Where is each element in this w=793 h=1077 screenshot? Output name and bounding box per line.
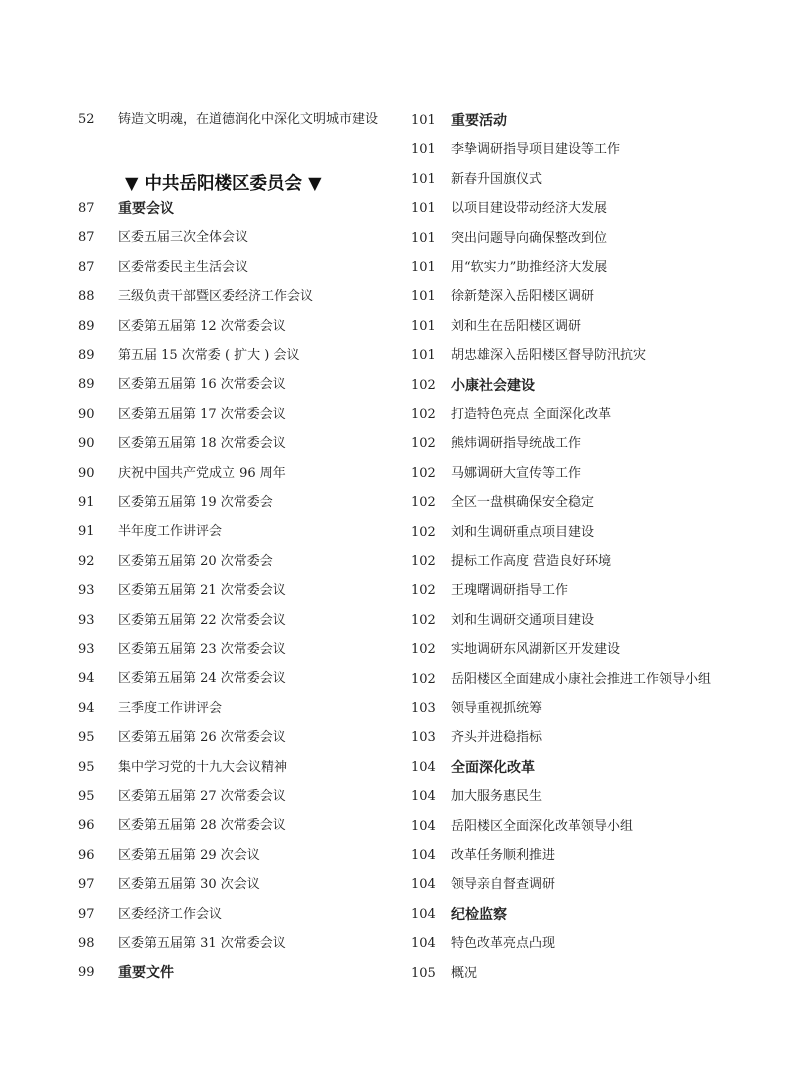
entry-title: 区委第五届第 17 次常委会议 <box>118 406 286 422</box>
entry-title: 半年度工作讲评会 <box>118 524 223 540</box>
page-number: 105 <box>411 965 436 981</box>
page-number: 101 <box>411 289 436 305</box>
entry-title: 区委第五届第 16 次常委会议 <box>118 377 286 393</box>
page-number: 102 <box>411 612 436 628</box>
page-number: 52 <box>78 112 95 127</box>
entry-title: 第五届 15 次常委 ( 扩大 ) 会议 <box>118 348 300 363</box>
entry-title: 三季度工作讲评会 <box>118 700 223 716</box>
entry-title: 区委第五届第 20 次常委会 <box>118 553 273 569</box>
page-number: 102 <box>411 642 436 658</box>
entry-title: 熊炜调研指导统战工作 <box>451 436 582 452</box>
page-number: 87 <box>78 259 95 275</box>
entry-title: 以项目建设带动经济大发展 <box>451 201 608 217</box>
entry-title: 全区一盘棋确保安全稳定 <box>451 495 595 511</box>
entry-title: 刘和生在岳阳楼区调研 <box>451 318 582 334</box>
entry-title: 区委第五届第 23 次常委会议 <box>118 642 286 657</box>
page-number: 104 <box>411 906 436 922</box>
page-number: 87 <box>78 230 95 246</box>
page-number: 103 <box>411 730 436 746</box>
page-number: 101 <box>411 201 436 217</box>
entry-title: 打造特色亮点 全面深化改革 <box>451 407 612 422</box>
entry-title: 区委五届三次全体会议 <box>118 230 249 246</box>
entry-title: 区委第五届第 27 次常委会议 <box>118 789 286 804</box>
page-number: 101 <box>411 318 436 334</box>
page-number: 92 <box>78 553 95 569</box>
entry-title: 王瑰曙调研指导工作 <box>451 583 569 599</box>
entry-title: 领导亲自督查调研 <box>451 877 556 893</box>
page-number: 102 <box>411 495 436 511</box>
page-number: 89 <box>78 318 95 334</box>
entry-title: 齐头并进稳指标 <box>451 730 543 746</box>
page-number: 96 <box>78 847 95 863</box>
page-number: 90 <box>78 406 95 422</box>
page-number: 89 <box>78 348 95 363</box>
entry-title: 改革任务顺利推进 <box>451 848 556 863</box>
page-number: 88 <box>78 289 95 305</box>
page-number: 95 <box>78 789 95 804</box>
entry-title: 徐新楚深入岳阳楼区调研 <box>451 289 595 305</box>
page-number: 97 <box>78 906 95 922</box>
entry-title: 集中学习党的十九大会议精神 <box>118 759 288 775</box>
page-number: 101 <box>411 171 436 187</box>
entry-title: 区委常委民主生活会议 <box>118 259 249 275</box>
entry-title: 区委第五届第 24 次常委会议 <box>118 671 286 687</box>
entry-title: 区委经济工作会议 <box>118 906 223 922</box>
entry-title: 区委第五届第 31 次常委会议 <box>118 936 286 951</box>
entry-title: 区委第五届第 28 次常委会议 <box>118 818 286 834</box>
entry-title: 区委第五届第 29 次会议 <box>118 847 260 863</box>
page-number: 94 <box>78 671 95 687</box>
page-number: 104 <box>411 877 436 893</box>
page-number: 101 <box>411 142 436 158</box>
page-number: 97 <box>78 877 95 893</box>
page-number: 89 <box>78 377 95 393</box>
page-number: 93 <box>78 642 95 657</box>
entry-title: 突出问题导向确保整改到位 <box>451 230 608 246</box>
page-number: 98 <box>78 936 95 951</box>
page-number: 90 <box>78 465 95 481</box>
entry-title: 李挚调研指导项目建设等工作 <box>451 142 621 158</box>
page-number: 96 <box>78 818 95 834</box>
heading-title: 重要活动 <box>451 113 507 129</box>
page-number: 101 <box>411 230 436 246</box>
entry-title: 区委第五届第 22 次常委会议 <box>118 612 286 628</box>
entry-title: 刘和生调研交通项目建设 <box>451 612 595 628</box>
entry-title: 提标工作高度 营造良好环境 <box>451 554 612 569</box>
page-number: 101 <box>411 260 436 275</box>
page-number: 94 <box>78 700 95 716</box>
page-number: 102 <box>411 465 436 481</box>
entry-title: 区委第五届第 30 次会议 <box>118 877 260 893</box>
page-number: 104 <box>411 848 436 863</box>
page-number: 104 <box>411 789 436 805</box>
heading-title: 纪检监察 <box>451 906 507 923</box>
heading-title: 全面深化改革 <box>451 759 535 776</box>
page-number: 101 <box>411 348 436 364</box>
entry-title: 胡忠雄深入岳阳楼区督导防汛抗灾 <box>451 348 647 364</box>
entry-title: 岳阳楼区全面深化改革领导小组 <box>451 818 634 834</box>
page-number: 102 <box>411 583 436 599</box>
page-number: 95 <box>78 759 95 775</box>
page-number: 102 <box>411 377 436 393</box>
page-number: 87 <box>78 201 95 216</box>
entry-title: 庆祝中国共产党成立 96 周年 <box>118 465 286 481</box>
entry-title: 区委第五届第 18 次常委会议 <box>118 436 286 452</box>
entry-title: 概况 <box>451 965 478 981</box>
entry-title: 领导重视抓统筹 <box>451 701 543 716</box>
entry-title: 特色改革亮点凸现 <box>451 936 556 952</box>
page-number: 95 <box>78 730 95 746</box>
entry-title: 新春升国旗仪式 <box>451 171 543 187</box>
page-number: 93 <box>78 612 95 628</box>
heading-title: 重要文件 <box>118 965 174 982</box>
entry-title: 区委第五届第 26 次常委会议 <box>118 730 286 746</box>
entry-title: 区委第五届第 21 次常委会议 <box>118 583 286 599</box>
page-number: 102 <box>411 524 436 540</box>
page-number: 104 <box>411 759 436 775</box>
page-number: 93 <box>78 583 95 599</box>
heading-title: 重要会议 <box>118 201 174 217</box>
page-number: 101 <box>411 113 436 128</box>
entry-title: 马娜调研大宣传等工作 <box>451 465 582 481</box>
entry-title: 实地调研东风湖新区开发建设 <box>451 642 621 658</box>
entry-title: 岳阳楼区全面建成小康社会推进工作领导小组 <box>451 671 712 687</box>
entry-title: 区委第五届第 19 次常委会 <box>118 495 273 510</box>
heading-title: 小康社会建设 <box>451 377 535 394</box>
page-number: 102 <box>411 407 436 422</box>
page-number: 104 <box>411 818 436 834</box>
page-number: 91 <box>78 495 95 510</box>
entry-title: 三级负责干部暨区委经济工作会议 <box>118 289 314 305</box>
page-number: 99 <box>78 965 95 981</box>
page-number: 104 <box>411 936 436 952</box>
entry-title: 区委第五届第 12 次常委会议 <box>118 318 286 334</box>
page-number: 103 <box>411 701 436 716</box>
page-number: 102 <box>411 436 436 452</box>
entry-title: 铸造文明魂，在道德润化中深化文明城市建设 <box>118 112 379 127</box>
entry-title: 加大服务惠民生 <box>451 789 543 805</box>
entry-title: 刘和生调研重点项目建设 <box>451 524 595 540</box>
page-number: 90 <box>78 436 95 452</box>
page-number: 91 <box>78 524 95 540</box>
page-number: 102 <box>411 554 436 569</box>
section-title: ▼ 中共岳阳楼区委员会 ▼ <box>125 174 322 194</box>
page-number: 102 <box>411 671 436 687</box>
entry-title: 用“软实力”助推经济大发展 <box>451 260 608 275</box>
